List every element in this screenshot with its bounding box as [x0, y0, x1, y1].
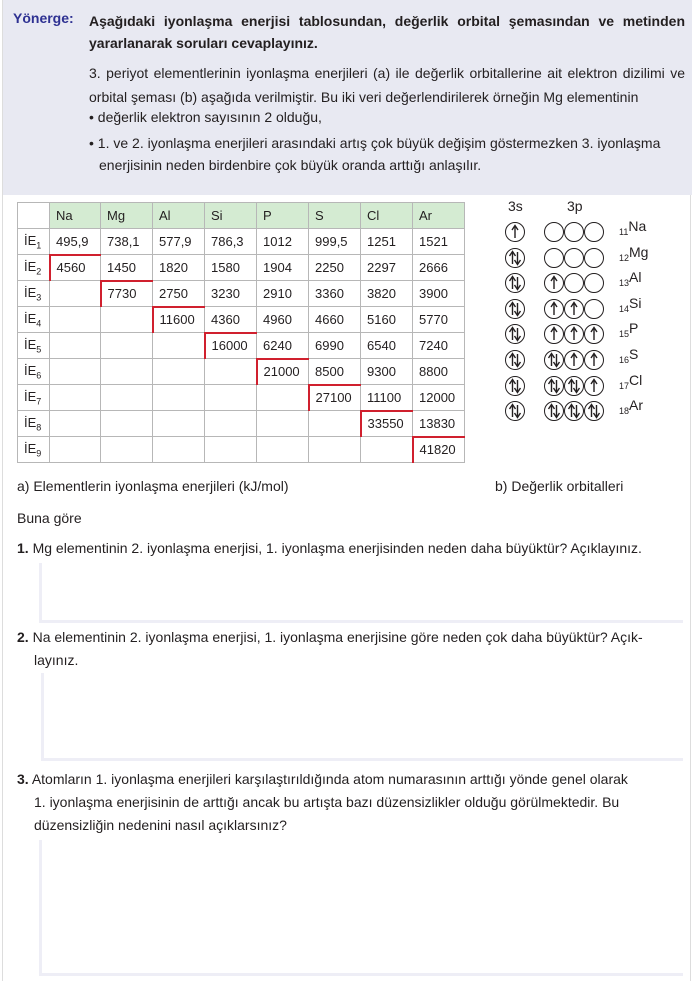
column-header-s: S	[309, 203, 361, 229]
empty-orbital	[584, 299, 604, 319]
table-cell: 4360	[205, 307, 257, 333]
row-label: $İE_8$	[18, 411, 50, 437]
orbital-row-al	[503, 269, 673, 297]
table-cell: 6240	[257, 333, 309, 359]
half-filled-orbital	[564, 299, 584, 319]
question-text: Mg elementinin 2. iyonlaşma enerjisi, 1. iyonlaşma enerjisinden neden daha büyüktür? Açıklayınız.	[32, 540, 642, 556]
table-cell: 1251	[361, 229, 413, 255]
filled-orbital	[544, 401, 564, 421]
column-header-si: Si	[205, 203, 257, 229]
table-row	[18, 411, 465, 437]
table-cell: 2666	[413, 255, 465, 281]
empty-orbital	[584, 273, 604, 293]
filled-orbital	[584, 401, 604, 421]
table-body	[18, 229, 465, 463]
filled-orbital	[505, 273, 525, 293]
table-cell: 6990	[309, 333, 361, 359]
table-cell: 786,3	[205, 229, 257, 255]
table-cell	[101, 307, 153, 333]
half-filled-orbital	[544, 299, 564, 319]
question-text-cont: layınız.	[34, 652, 79, 668]
table-cell	[257, 437, 309, 463]
filled-orbital	[564, 401, 584, 421]
table-cell	[101, 359, 153, 385]
table-cell: 6540	[361, 333, 413, 359]
filled-orbital	[505, 248, 525, 268]
question-number: 1.	[17, 540, 29, 556]
column-header-al: Al	[153, 203, 205, 229]
orbital-caption: b) Değerlik orbitalleri	[495, 478, 624, 494]
table-cell: 4560	[50, 255, 101, 281]
orbital-diagram	[503, 198, 673, 428]
row-label: $İE_9$	[18, 437, 50, 463]
element-label: $_{11}$Na	[619, 218, 647, 237]
table-cell: 1820	[153, 255, 205, 281]
table-cell: 1904	[257, 255, 309, 281]
column-header-na: Na	[50, 203, 101, 229]
table-corner	[18, 203, 50, 229]
half-filled-orbital	[544, 273, 564, 293]
empty-orbital	[584, 248, 604, 268]
table-cell: 1450	[101, 255, 153, 281]
table-cell	[50, 281, 101, 307]
orbital-header-3p: 3p	[567, 198, 583, 214]
buna-gore-text: Buna göre	[17, 510, 82, 526]
table-cell	[50, 333, 101, 359]
ionization-energy-table	[17, 202, 465, 463]
empty-orbital	[584, 222, 604, 242]
column-header-cl: Cl	[361, 203, 413, 229]
empty-orbital	[544, 222, 564, 242]
table-cell: 16000	[205, 333, 257, 359]
table-cell: 577,9	[153, 229, 205, 255]
table-cell	[50, 307, 101, 333]
table-cell: 2910	[257, 281, 309, 307]
row-label: $İE_5$	[18, 333, 50, 359]
half-filled-orbital	[584, 324, 604, 344]
empty-orbital	[564, 222, 584, 242]
element-label: $_{18}$Ar	[619, 397, 644, 416]
table-cell: 5770	[413, 307, 465, 333]
table-cell: 3820	[361, 281, 413, 307]
table-cell: 8800	[413, 359, 465, 385]
worksheet-page	[2, 0, 691, 981]
table-cell: 4960	[257, 307, 309, 333]
bullet-ionization	[89, 132, 685, 176]
question-3	[17, 768, 685, 837]
filled-orbital	[505, 376, 525, 396]
table-cell	[101, 437, 153, 463]
table-row	[18, 255, 465, 281]
question-2	[17, 626, 685, 672]
row-label: $İE_1$	[18, 229, 50, 255]
empty-orbital	[564, 273, 584, 293]
filled-orbital	[505, 299, 525, 319]
bullet-ionization-line1: • 1. ve 2. iyonlaşma enerjileri arasındaki artış çok büyük değişim göstermezken 3. iyonlaşma	[89, 135, 661, 151]
filled-orbital	[564, 376, 584, 396]
table-cell: 2250	[309, 255, 361, 281]
filled-orbital	[544, 350, 564, 370]
half-filled-orbital	[544, 324, 564, 344]
orbital-header-3s: 3s	[508, 198, 523, 214]
table-cell: 495,9	[50, 229, 101, 255]
instruction-label: Yönerge:	[13, 10, 74, 26]
table-cell	[153, 411, 205, 437]
table-header-row	[18, 203, 465, 229]
question-text-cont: düzensizliğin nedenini nasıl açıklarsınız?	[34, 817, 287, 833]
table-cell: 7240	[413, 333, 465, 359]
bullet-ionization-line2: enerjisinin neden birdenbire çok büyük oranda arttığı anlaşılır.	[99, 157, 482, 173]
table-cell	[205, 437, 257, 463]
element-label: $_{14}$Si	[619, 294, 642, 314]
bullet-valence: • değerlik elektron sayısının 2 olduğu,	[89, 109, 322, 125]
half-filled-orbital	[505, 222, 525, 242]
table-cell	[101, 385, 153, 411]
table-cell: 999,5	[309, 229, 361, 255]
filled-orbital	[505, 350, 525, 370]
table-cell: 3230	[205, 281, 257, 307]
orbital-row-si	[503, 294, 673, 323]
table-cell	[101, 333, 153, 359]
answer-box-2[interactable]	[41, 673, 683, 761]
table-cell	[205, 385, 257, 411]
question-number: 2.	[17, 629, 29, 645]
filled-orbital	[544, 376, 564, 396]
question-number: 3.	[17, 771, 29, 787]
table-cell: 12000	[413, 385, 465, 411]
table-cell	[153, 333, 205, 359]
element-label: $_{17}$Cl	[619, 371, 643, 391]
table-row	[18, 437, 465, 463]
half-filled-orbital	[584, 350, 604, 370]
table-cell: 9300	[361, 359, 413, 385]
table-cell	[50, 411, 101, 437]
table-row	[18, 229, 465, 255]
table-cell	[50, 385, 101, 411]
table-cell: 3360	[309, 281, 361, 307]
instruction-text: Aşağıdaki iyonlaşma enerjisi tablosundan, değerlik orbital şemasından ve metinden yararlanarak soruları cevaplayınız.	[89, 13, 685, 51]
table-cell: 11600	[153, 307, 205, 333]
table-cell: 738,1	[101, 229, 153, 255]
instruction-box	[3, 0, 692, 195]
table-cell: 5160	[361, 307, 413, 333]
question-1	[17, 537, 685, 560]
table-cell: 1521	[413, 229, 465, 255]
row-label: $İE_4$	[18, 307, 50, 333]
table-cell	[101, 411, 153, 437]
table-row	[18, 359, 465, 385]
element-label: $_{16}$S	[619, 346, 639, 365]
intro-paragraph: 3. periyot elementlerinin iyonlaşma enerjileri (a) ile değerlik orbitallerine ait elektron dizilimi ve orbital şeması (b) aşağıda verilmiştir. Bu iki veri değerlendirilerek örneğin Mg elementinin	[89, 65, 685, 105]
orbital-row-s	[503, 346, 673, 374]
table-row	[18, 307, 465, 333]
filled-orbital	[505, 324, 525, 344]
orbital-row-cl	[503, 371, 673, 400]
question-text-cont: 1. iyonlaşma enerjisinin de arttığı ancak bu artışta bazı düzensizlikler olduğu görülmektedir. Bu	[34, 794, 620, 810]
question-text: Atomların 1. iyonlaşma enerjileri karşılaştırıldığında atom numarasının arttığı yönde genel olarak	[31, 771, 628, 787]
element-label: $_{12}$Mg	[619, 243, 649, 263]
table-cell	[153, 385, 205, 411]
table-cell: 7730	[101, 281, 153, 307]
column-header-p: P	[257, 203, 309, 229]
table-row	[18, 385, 465, 411]
table-row	[18, 333, 465, 359]
table-cell: 13830	[413, 411, 465, 437]
answer-box-1[interactable]	[39, 563, 683, 623]
table-cell: 33550	[361, 411, 413, 437]
element-label: $_{15}$P	[619, 320, 639, 340]
table-cell: 41820	[413, 437, 465, 463]
row-label: $İE_7$	[18, 385, 50, 411]
question-text: Na elementinin 2. iyonlaşma enerjisi, 1. iyonlaşma enerjisine göre neden çok daha büyüktür? Açık-	[32, 629, 643, 645]
table-cell	[257, 385, 309, 411]
table-cell: 8500	[309, 359, 361, 385]
row-label: $İE_3$	[18, 281, 50, 307]
table-cell: 3900	[413, 281, 465, 307]
column-header-ar: Ar	[413, 203, 465, 229]
table-cell	[205, 359, 257, 385]
table-caption: a) Elementlerin iyonlaşma enerjileri (kJ/mol)	[17, 478, 289, 494]
table-cell	[361, 437, 413, 463]
table-cell: 27100	[309, 385, 361, 411]
empty-orbital	[544, 248, 564, 268]
table-cell	[309, 411, 361, 437]
half-filled-orbital	[564, 324, 584, 344]
table-cell	[50, 437, 101, 463]
table-cell: 1012	[257, 229, 309, 255]
orbital-row-p	[503, 320, 673, 348]
column-header-mg: Mg	[101, 203, 153, 229]
empty-orbital	[564, 248, 584, 268]
orbital-row-na	[503, 218, 673, 246]
table-cell: 21000	[257, 359, 309, 385]
row-label: $İE_6$	[18, 359, 50, 385]
table-cell: 2750	[153, 281, 205, 307]
table-cell: 11100	[361, 385, 413, 411]
row-label: $İE_2$	[18, 255, 50, 281]
table-cell	[153, 437, 205, 463]
table-cell: 1580	[205, 255, 257, 281]
table-row	[18, 281, 465, 307]
orbital-row-mg	[503, 243, 673, 272]
orbital-row-ar	[503, 397, 673, 425]
table-cell	[309, 437, 361, 463]
table-cell	[257, 411, 309, 437]
table-cell	[50, 359, 101, 385]
table-cell	[153, 359, 205, 385]
table-cell	[205, 411, 257, 437]
filled-orbital	[505, 401, 525, 421]
half-filled-orbital	[564, 350, 584, 370]
half-filled-orbital	[584, 376, 604, 396]
answer-box-3[interactable]	[39, 840, 683, 976]
table-cell: 2297	[361, 255, 413, 281]
element-label: $_{13}$Al	[619, 269, 642, 288]
table-cell: 4660	[309, 307, 361, 333]
